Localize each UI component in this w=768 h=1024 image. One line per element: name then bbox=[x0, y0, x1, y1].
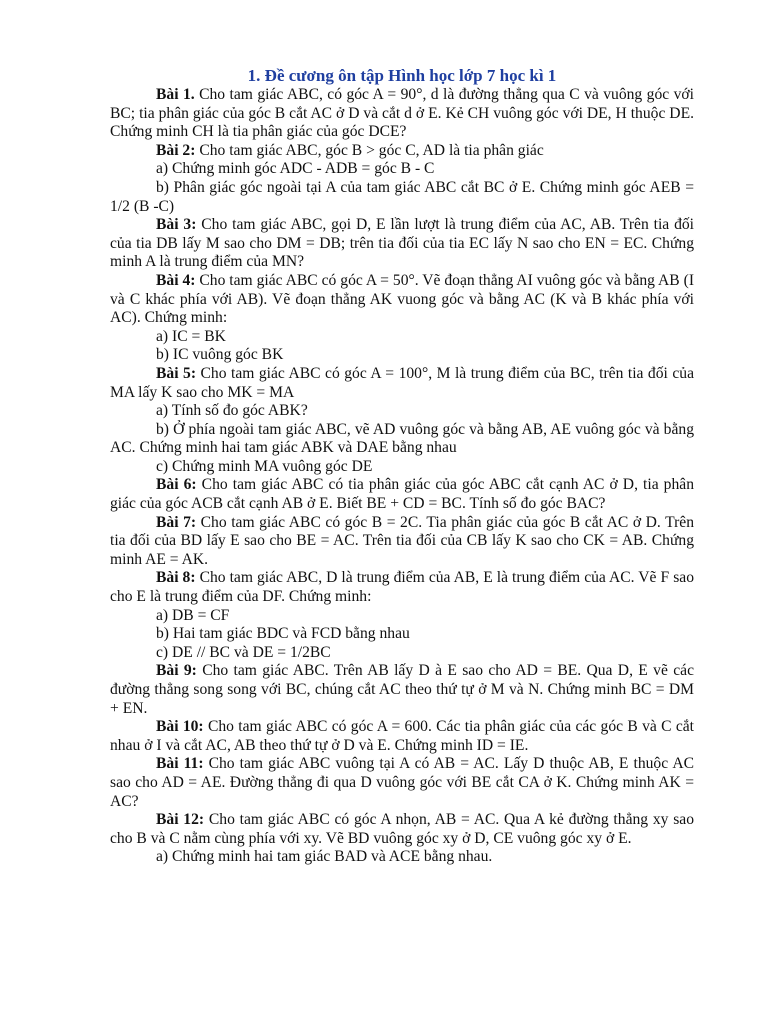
problem-text: Cho tam giác ABC có góc A = 600. Các tia phân giác của các góc B và C cắt nhau ở I và cắt AC, AB theo thứ tự ở D và E. Chứng minh ID = IE. bbox=[110, 718, 694, 754]
problem-subpart: a) Chứng minh góc ADC - ADB = góc B - C bbox=[156, 160, 435, 178]
problem-paragraph bbox=[110, 662, 694, 718]
problem-paragraph bbox=[110, 718, 694, 755]
problem-text: Cho tam giác ABC, gọi D, E lần lượt là trung điểm của AC, AB. Trên tia đối của tia DB lấy M sao cho DM = DB; trên tia đối của tia EC lấy N sao cho EN = EC. Chứng minh A là trung điểm của MN? bbox=[110, 216, 694, 271]
problem-label: Bài 8: bbox=[156, 569, 196, 587]
problem-label: Bài 11: bbox=[156, 755, 204, 773]
problem-label: Bài 6: bbox=[156, 476, 197, 494]
problem-subpart: c) DE // BC và DE = 1/2BC bbox=[156, 643, 331, 661]
problem-list bbox=[110, 86, 694, 867]
problem-paragraph bbox=[110, 216, 694, 272]
problem-label: Bài 5: bbox=[156, 364, 197, 382]
problem-label: Bài 2: bbox=[156, 141, 196, 159]
problem-text: Cho tam giác ABC, D là trung điểm của AB, E là trung điểm của AC. Vẽ F sao cho E là trung điểm của DF. Chứng minh: bbox=[110, 569, 694, 606]
problem-subpart: b) Hai tam giác BDC và FCD bằng nhau bbox=[156, 625, 410, 643]
document-page bbox=[110, 66, 694, 867]
problem-paragraph bbox=[110, 811, 694, 848]
problem-paragraph bbox=[110, 86, 694, 142]
problem-text: Cho tam giác ABC có góc A = 100°, M là trung điểm của BC, trên tia đối của MA lấy K sao cho MK = MA bbox=[110, 364, 694, 401]
problem-label: Bài 3: bbox=[156, 216, 197, 234]
problem-subpart: a) DB = CF bbox=[156, 606, 230, 624]
problem-subpart: c) Chứng minh MA vuông góc DE bbox=[156, 457, 373, 475]
problem-paragraph bbox=[110, 476, 694, 513]
problem-label: Bài 12: bbox=[156, 811, 205, 829]
problem-subpart: b) Phân giác góc ngoài tại A của tam giác ABC cắt BC ở E. Chứng minh góc AEB = 1/2 (B -C) bbox=[110, 178, 694, 215]
problem-label: Bài 4: bbox=[156, 271, 196, 289]
problem-text: Cho tam giác ABC. Trên AB lấy D à E sao cho AD = BE. Qua D, E vẽ các đường thẳng song song với BC, chúng cắt AC theo thứ tự ở M và N. Chứng minh BC = DM + EN. bbox=[110, 662, 694, 717]
problem-text: Cho tam giác ABC, có góc A = 90°, d là đường thẳng qua C và vuông góc với BC; tia phân giác của góc B cắt AC ở D và cắt d ở E. Kẻ CH vuông góc với DE, H thuộc DE. Chứng minh CH là tia phân giác của góc DCE? bbox=[110, 86, 694, 141]
problem-text: Cho tam giác ABC có góc A = 50°. Vẽ đoạn thẳng AI vuông góc và bằng AB (I và C khác phía với AB). Vẽ đoạn thẳng AK vuong góc và bằng AC (K và B khác phía với AC). Chứng minh: bbox=[110, 271, 695, 327]
problem-paragraph bbox=[110, 365, 694, 402]
problem-text: Cho tam giác ABC, góc B > góc C, AD là tia phân giác bbox=[199, 141, 544, 159]
problem-subpart: a) Tính số đo góc ABK? bbox=[156, 402, 308, 420]
problem-paragraph bbox=[110, 569, 694, 606]
problem-label: Bài 9: bbox=[156, 662, 197, 680]
problem-paragraph bbox=[110, 514, 694, 570]
problem-paragraph bbox=[110, 755, 694, 811]
problem-text: Cho tam giác ABC có tia phân giác của góc ABC cắt cạnh AC ở D, tia phân giác của góc ACB cắt cạnh AB ở E. Biết BE + CD = BC. Tính số đo góc BAC? bbox=[110, 476, 694, 513]
problem-text: Cho tam giác ABC vuông tại A có AB = AC. Lấy D thuộc AB, E thuộc AC sao cho AD = AE. Đường thẳng đi qua D vuông góc với BE cắt CA ở K. Chứng minh AK = AC? bbox=[110, 755, 694, 810]
problem-paragraph bbox=[110, 142, 694, 161]
problem-label: Bài 7: bbox=[156, 513, 197, 531]
problem-paragraph bbox=[110, 272, 694, 328]
problem-label: Bài 1. bbox=[156, 86, 195, 103]
document-title: 1. Đề cương ôn tập Hình học lớp 7 học kì 1 bbox=[247, 66, 557, 85]
problem-subpart: a) Chứng minh hai tam giác BAD và ACE bằng nhau. bbox=[156, 848, 493, 866]
problem-subpart: a) IC = BK bbox=[156, 327, 226, 345]
problem-subpart: b) IC vuông góc BK bbox=[156, 346, 284, 364]
problem-subpart: b) Ở phía ngoài tam giác ABC, vẽ AD vuông góc và bằng AB, AE vuông góc và bằng AC. Chứng minh hai tam giác ABK và DAE bằng nhau bbox=[110, 420, 694, 457]
problem-text: Cho tam giác ABC có góc A nhọn, AB = AC. Qua A kẻ đường thẳng xy sao cho B và C nằm cùng phía với xy. Vẽ BD vuông góc xy ở D, CE vuông góc xy ở E. bbox=[110, 811, 694, 847]
problem-text: Cho tam giác ABC có góc B = 2C. Tia phân giác của góc B cắt AC ở D. Trên tia đối của BD lấy E sao cho BE = AC. Trên tia đối của CB lấy K sao cho CK = AB. Chứng minh AE = AK. bbox=[110, 513, 694, 568]
problem-label: Bài 10: bbox=[156, 718, 204, 736]
